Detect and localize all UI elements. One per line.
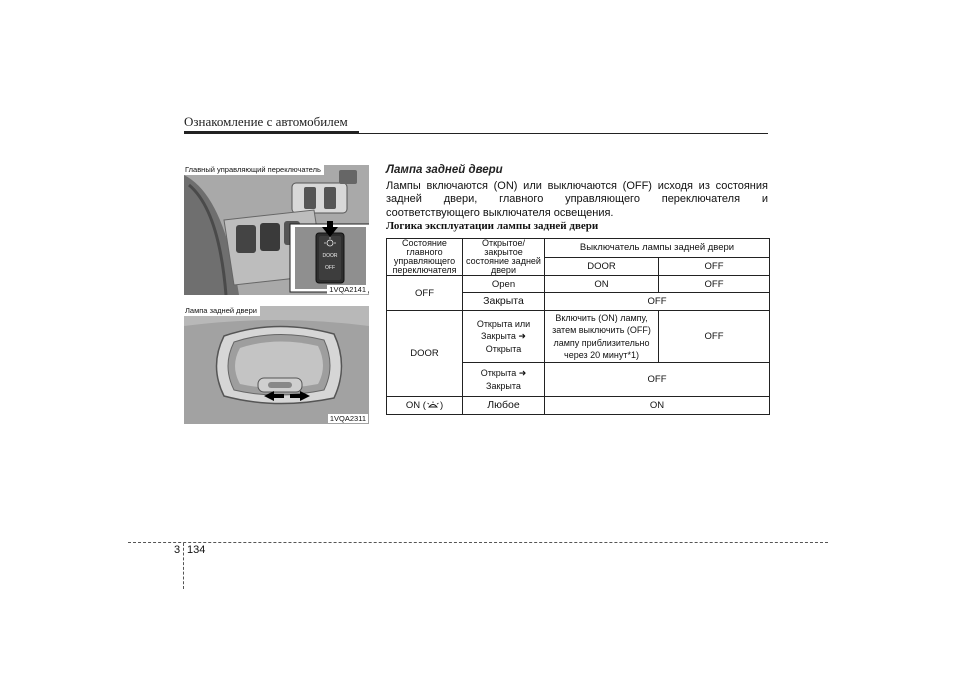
header-rule-accent [184, 131, 359, 134]
state-off: OFF [387, 276, 463, 311]
tailgate-lamp-illustration [184, 306, 369, 424]
subheader-off: OFF [659, 257, 770, 276]
header-lamp-switch: Выключатель лампы задней двери [545, 239, 770, 258]
cell-value: OFF [545, 363, 770, 397]
figure-code: 1VQA2311 [329, 414, 366, 423]
table-row [387, 397, 770, 415]
door-closed: Закрыта [463, 293, 545, 311]
table-row [387, 276, 770, 293]
subheader-door: DOOR [545, 257, 659, 276]
cell-value: ON [545, 397, 770, 415]
figure-code: 1VQA2141 [329, 285, 366, 294]
door-position-label: DOOR [322, 253, 338, 259]
main-switch-figure [184, 165, 369, 295]
tailgate-lamp-figure [184, 306, 369, 424]
table-title: Логика эксплуатации лампы задней двери [386, 220, 599, 232]
lamp-icon [426, 401, 440, 410]
table-row [387, 311, 770, 363]
header-main-switch-state: Состояние главного управляющего переключателя [387, 239, 463, 276]
running-header: Ознакомление с автомобилем [184, 114, 348, 129]
door-open-or-closed-to-open: Открыта или Закрыта ➜ Открыта [463, 311, 545, 363]
figure-caption: Лампа задней двери [184, 306, 260, 316]
section-title: Лампа задней двери [386, 164, 503, 176]
cell-value: OFF [659, 311, 770, 363]
table-row [387, 239, 770, 258]
footer-vertical-rule [183, 543, 184, 589]
header-door-state: Открытое/закрытое состояние задней двери [463, 239, 545, 276]
door-any: Любое [463, 397, 545, 415]
state-on [387, 397, 463, 415]
lamp-logic-table [386, 238, 770, 415]
door-open: Open [463, 276, 545, 293]
cell-value: OFF [659, 276, 770, 293]
cell-value: Включить (ON) лампу, затем выключить (OFF) лампу приблизительно через 20 минут*1) [545, 311, 659, 363]
section-paragraph: Лампы включаются (ON) или выключаются (OFF) исходя из состояния задней двери, главного управляющего переключателя и соответствующего выключателя освещения. [386, 180, 768, 219]
state-door: DOOR [387, 311, 463, 397]
footer-section-number: 3 [174, 544, 181, 556]
cell-value: ON [545, 276, 659, 293]
off-position-label: OFF [325, 265, 335, 271]
main-switch-illustration [184, 165, 369, 295]
cell-value: OFF [545, 293, 770, 311]
figure-caption: Главный управляющий переключатель [184, 165, 324, 175]
state-on-suffix: ) [439, 400, 444, 411]
door-open-to-closed: Открыта ➜ Закрыта [463, 363, 545, 397]
footer-page-number: 134 [187, 544, 206, 556]
state-on-prefix: ON ( [405, 400, 426, 411]
footer-dashed-rule [128, 542, 828, 543]
